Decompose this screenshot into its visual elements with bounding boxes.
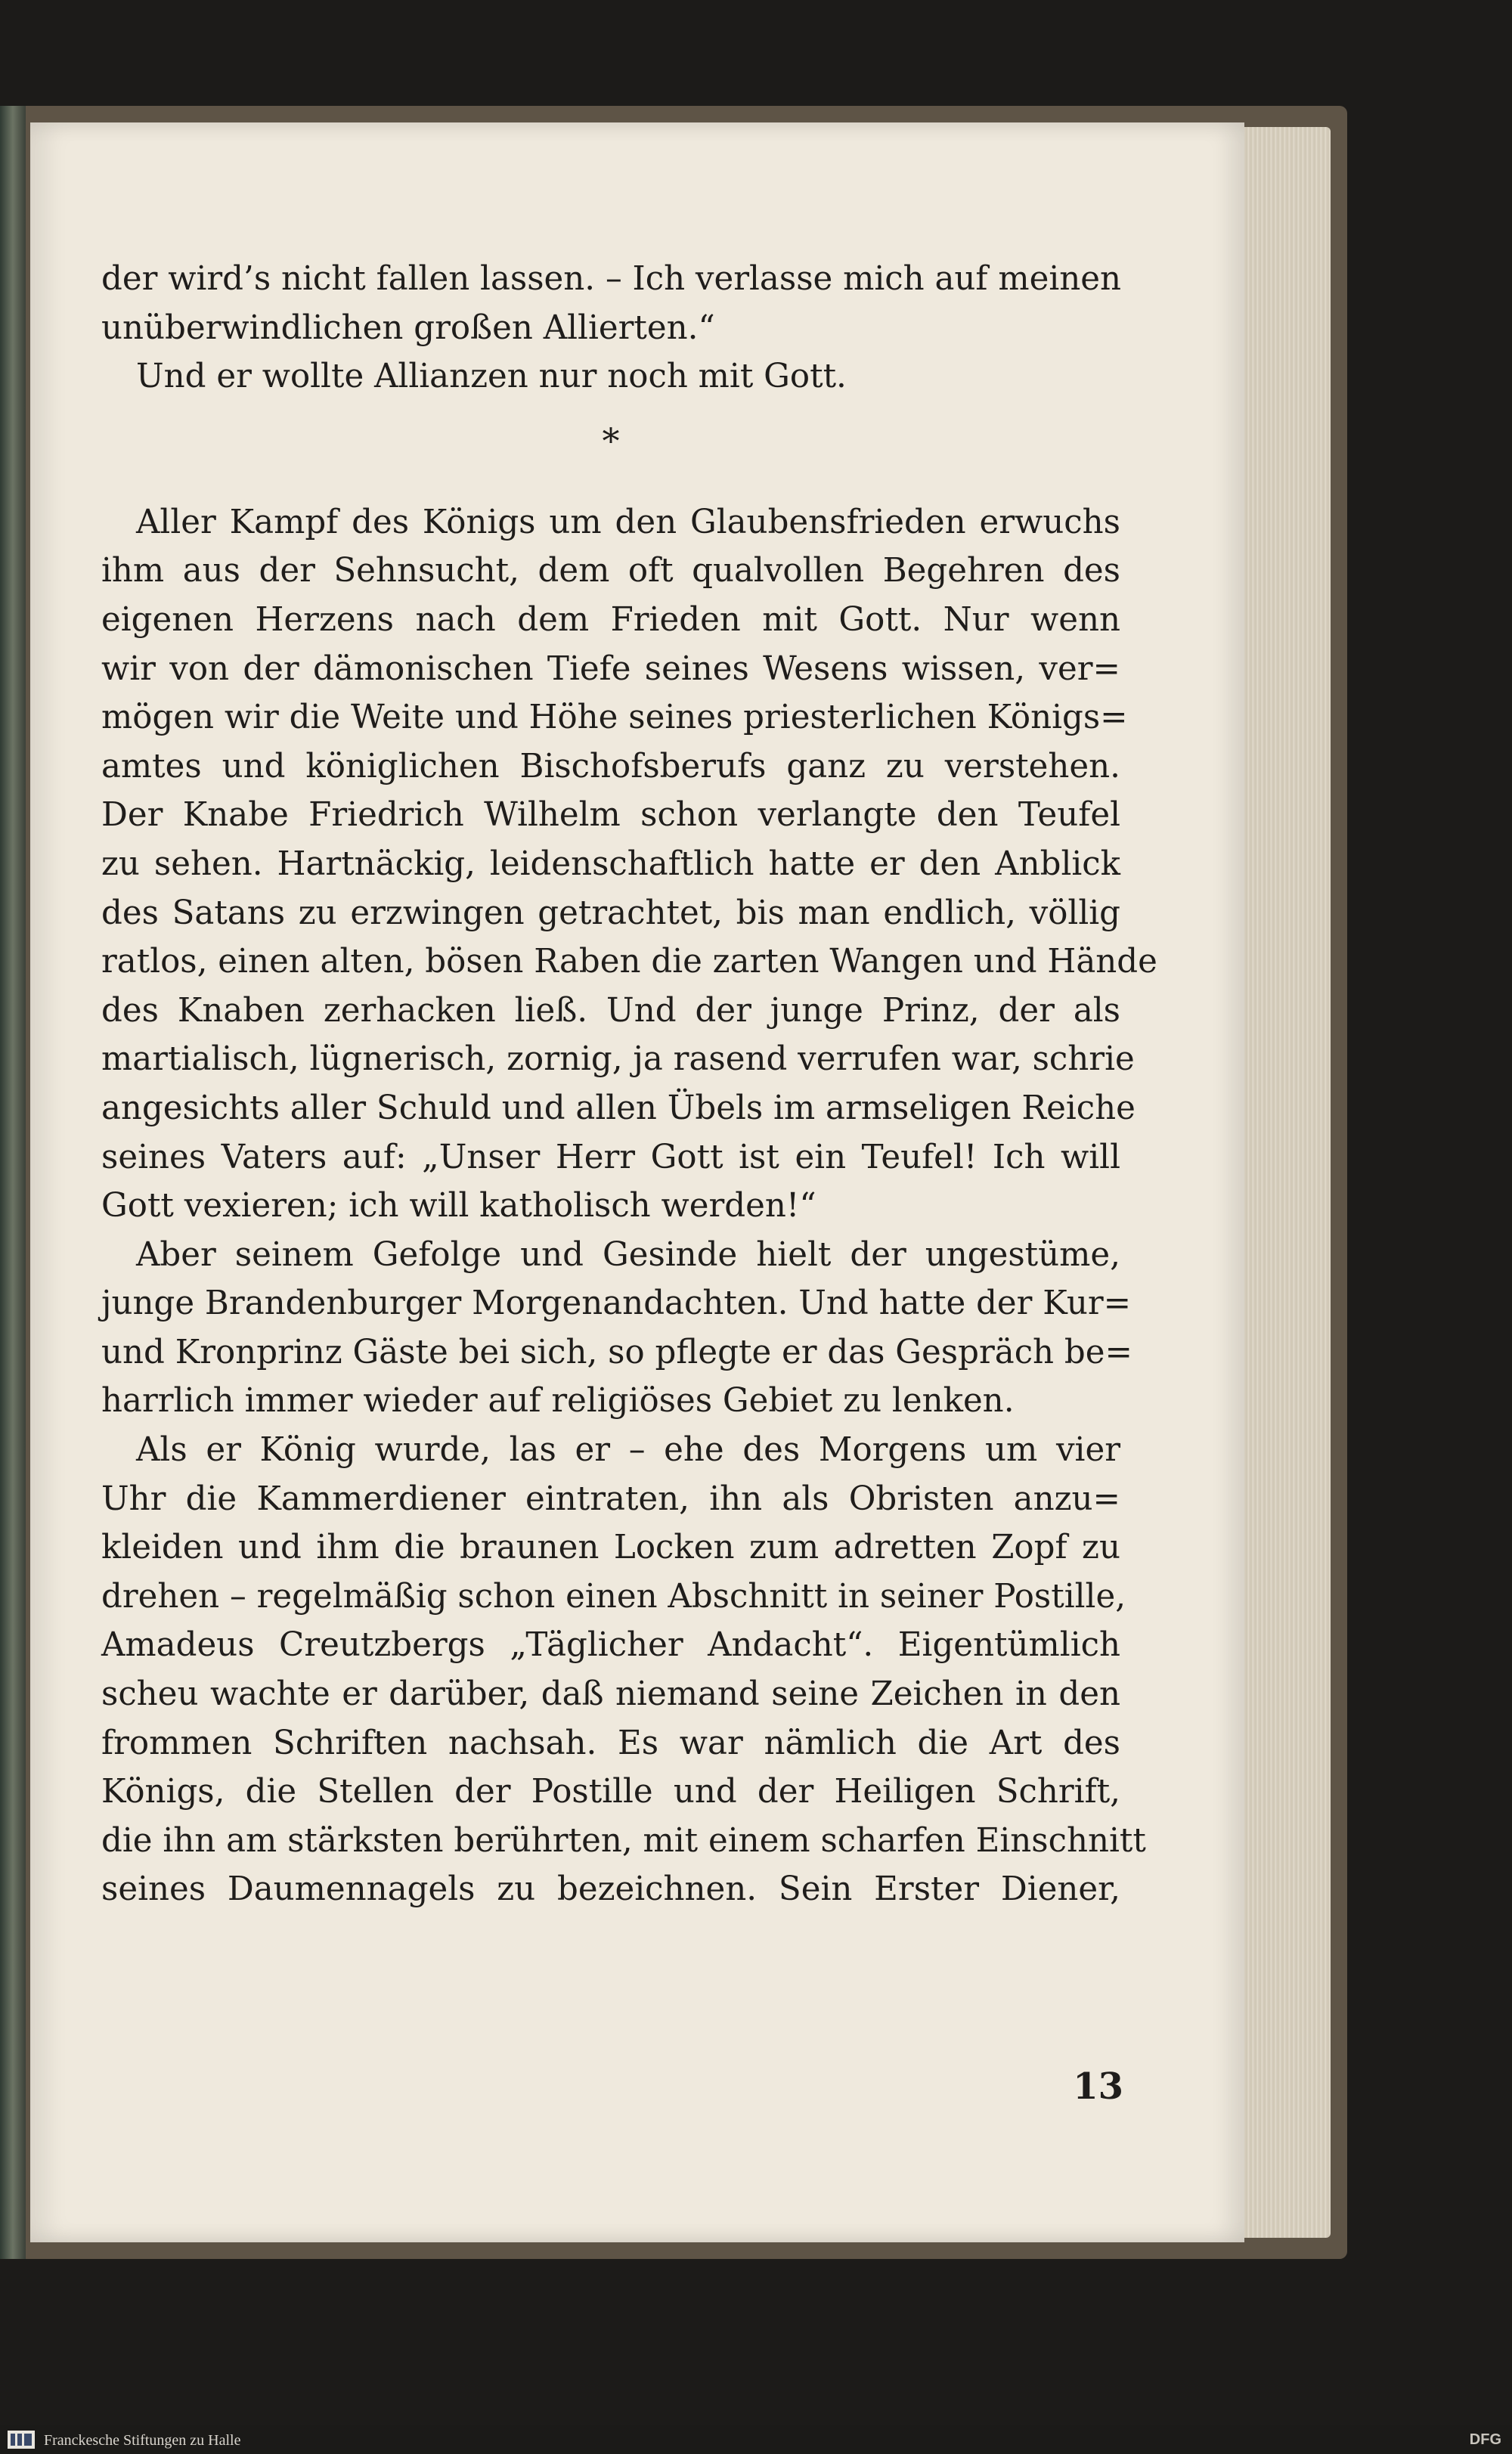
text-line: Und er wollte Allianzen nur noch mit Gott. (136, 358, 847, 396)
text-line: eigenen Herzens nach dem Frieden mit Gott. Nur wenn (101, 600, 1120, 639)
book-spine-strip (0, 106, 26, 2259)
page-number: 13 (1073, 2065, 1123, 2108)
text-line: zu sehen. Hartnäckig, leidenschaftlich hatte er den Anblick (101, 844, 1120, 883)
book-page (30, 122, 1244, 2242)
text-line: Aller Kampf des Königs um den Glaubensfrieden erwuchs (136, 503, 1120, 541)
text-line: scheu wachte er darüber, daß niemand seine Zeichen in den (101, 1675, 1120, 1714)
text-line: des Satans zu erzwingen getrachtet, bis man endlich, völlig (101, 894, 1120, 932)
text-line: Der Knabe Friedrich Wilhelm schon verlangte den Teufel (101, 796, 1120, 835)
institution-logo-icon (6, 2428, 36, 2451)
text-line: wir von der dämonischen Tiefe seines Wesens wissen, ver= (101, 649, 1120, 688)
text-line: ihm aus der Sehnsucht, dem oft qualvollen Begehren des (101, 552, 1120, 590)
text-line: angesichts aller Schuld und allen Übels im armseligen Reiche (101, 1089, 1136, 1127)
institution-name: Franckesche Stiftungen zu Halle (44, 2432, 241, 2449)
text-line: seines Daumennagels zu bezeichnen. Sein Erster Diener, (101, 1870, 1120, 1909)
text-line: Uhr die Kammerdiener eintraten, ihn als Obristen anzu= (101, 1480, 1120, 1518)
text-line: kleiden und ihm die braunen Locken zum adretten Zopf zu (101, 1529, 1120, 1567)
text-line: unüberwindlichen großen Allierten.“ (101, 308, 715, 347)
text-line: ratlos, einen alten, bösen Raben die zarten Wangen und Hände (101, 943, 1157, 981)
page-edges (1240, 127, 1331, 2238)
text-line: harrlich immer wieder auf religiöses Gebiet zu lenken. (101, 1382, 1015, 1421)
text-line: Als er König wurde, las er – ehe des Morgens um vier (136, 1431, 1120, 1470)
text-line: Königs, die Stellen der Postille und der Heiligen Schrift, (101, 1773, 1120, 1811)
text-line: amtes und königlichen Bischofsberufs ganz zu verstehen. (101, 747, 1120, 785)
text-line: des Knaben zerhacken ließ. Und der junge Prinz, der als (101, 991, 1120, 1030)
page-text (101, 255, 1157, 1914)
text-line: drehen – regelmäßig schon einen Abschnitt in seiner Postille, (101, 1577, 1126, 1616)
text-line: martialisch, lügnerisch, zornig, ja rasend verrufen war, schrie (101, 1040, 1135, 1079)
text-line: Gott vexieren; ich will katholisch werden!“ (101, 1187, 816, 1225)
viewer-footer (0, 2425, 1512, 2454)
text-line: Aber seinem Gefolge und Gesinde hielt der ungestüme, (136, 1235, 1120, 1274)
text-line: Amadeus Creutzbergs „Täglicher Andacht“. Eigentümlich (101, 1626, 1120, 1665)
text-line: junge Brandenburger Morgenandachten. Und hatte der Kur= (101, 1284, 1132, 1323)
text-line: und Kronprinz Gäste bei sich, so pflegte er das Gespräch be= (101, 1333, 1132, 1371)
text-line: die ihn am stärksten berührten, mit einem scharfen Einschnitt (101, 1821, 1146, 1860)
asterism-ornament: * (602, 420, 620, 461)
text-line: frommen Schriften nachsah. Es war nämlich die Art des (101, 1724, 1120, 1762)
text-line: seines Vaters auf: „Unser Herr Gott ist ein Teufel! Ich will (101, 1138, 1120, 1176)
text-line: mögen wir die Weite und Höhe seines priesterlichen Königs= (101, 699, 1128, 737)
text-line: der wird’s nicht fallen lassen. – Ich verlasse mich auf meinen (101, 260, 1122, 298)
section-break (101, 401, 1120, 498)
dfg-mark: DFG (1469, 2431, 1501, 2448)
